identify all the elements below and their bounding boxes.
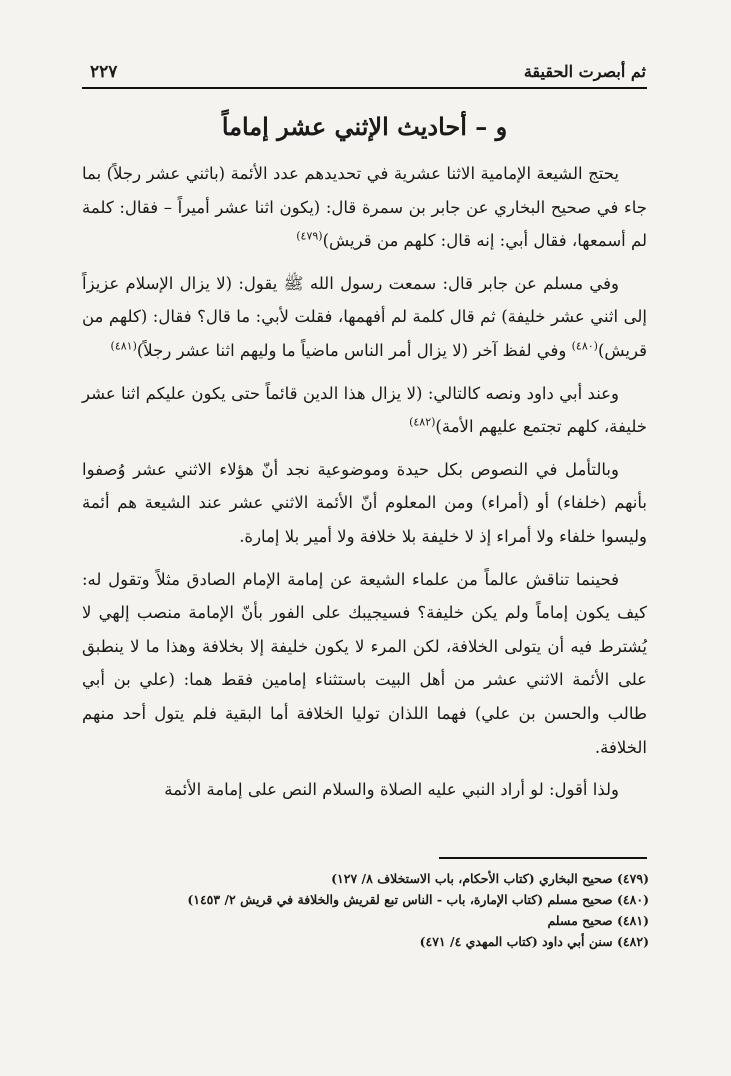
footnote-ref: (٤٨٠)	[571, 339, 598, 353]
page-number: ٢٢٧	[90, 62, 118, 82]
footnote-ref: (٤٨٢)	[409, 415, 436, 429]
footnote: (٤٨٠) صحيح مسلم (كتاب الإمارة، باب - الناس تبع لقريش والخلافة في قريش ٢/ ١٤٥٣)	[187, 892, 649, 907]
footnote-separator	[439, 857, 647, 859]
body-text	[82, 157, 647, 816]
footnote-ref: (٤٧٩)	[296, 229, 323, 243]
footnotes	[82, 868, 649, 952]
paragraph: وعند أبي داود ونصه كالتالي: (لا يزال هذا الدين قائماً حتى يكون عليكم اثنا عشر خليفة، كلهم تجتمع عليهم الأمة)$^{(٤٨٢)}$	[82, 383, 647, 437]
footnote: (٤٨١) صحيح مسلم	[547, 913, 649, 928]
section-heading: و – أحاديث الإثني عشر إماماً	[221, 112, 508, 141]
paragraph: وفي مسلم عن جابر قال: سمعت رسول الله ﷺ يقول: (لا يزال الإسلام عزيزاً إلى اثني عشر خليفة) ثم قال كلمة لم أفهمها، فقلت لأبي: ما قال؟ فقال: (كلهم من قريش)$^{(٤٨٠)}$ وفي لفظ آخر (لا يزال أمر الناس ماضياً ما وليهم اثنا عشر رجلاً)$^{(٤٨١)}$	[82, 273, 647, 360]
paragraph: وبالتأمل في النصوص بكل حيدة وموضوعية نجد أنّ هؤلاء الاثني عشر وُصفوا بأنهم (خلفاء) أو (أمراء) ومن المعلوم أنّ الأئمة الاثني عشر عند الشيعة هم أئمة وليسوا خلفاء ولا أمراء إذ لا خليفة بلا خلافة ولا أمير بلا إمارة.	[82, 459, 647, 546]
footnote: (٤٨٢) سنن أبي داود (كتاب المهدي ٤/ ٤٧١)	[419, 934, 649, 949]
running-title: ثم أبصرت الحقيقة	[523, 62, 646, 81]
footnote: (٤٧٩) صحيح البخاري (كتاب الأحكام، باب الاستخلاف ٨/ ١٢٧)	[331, 871, 649, 886]
paragraph: يحتج الشيعة الإمامية الاثنا عشرية في تحديدهم عدد الأئمة (باثني عشر رجلاً) بما جاء في صحيح البخاري عن جابر بن سمرة قال: (يكون اثنا عشر أميراً – فقال: كلمة لم أسمعها، فقال أبي: إنه قال: كلهم من قريش)$^{(٤٧٩)}$	[82, 164, 647, 251]
footnote-ref: (٤٨١)	[110, 339, 137, 353]
header-rule	[82, 87, 647, 89]
paragraph: فحينما تناقش عالماً من علماء الشيعة عن إمامة الإمام الصادق مثلاً وتقول له: كيف يكون إماماً ولم يكن خليفة؟ فسيجيبك على الفور بأنّ الإمامة منصب إلهي لا يُشترط فيه أن يتولى الخلافة، لكن المرء لا يكون خليفة إلا بخلافة وهذا ما لا ينطبق على الأئمة الاثني عشر من أهل البيت باستثناء إمامين فقط هما: (علي بن أبي طالب والحسن بن علي) فهما اللذان توليا الخلافة أما البقية فلم يتول أحد منهم الخلافة.	[82, 569, 647, 757]
paragraph: ولذا أقول: لو أراد النبي عليه الصلاة والسلام النص على إمامة الأئمة	[164, 780, 619, 800]
